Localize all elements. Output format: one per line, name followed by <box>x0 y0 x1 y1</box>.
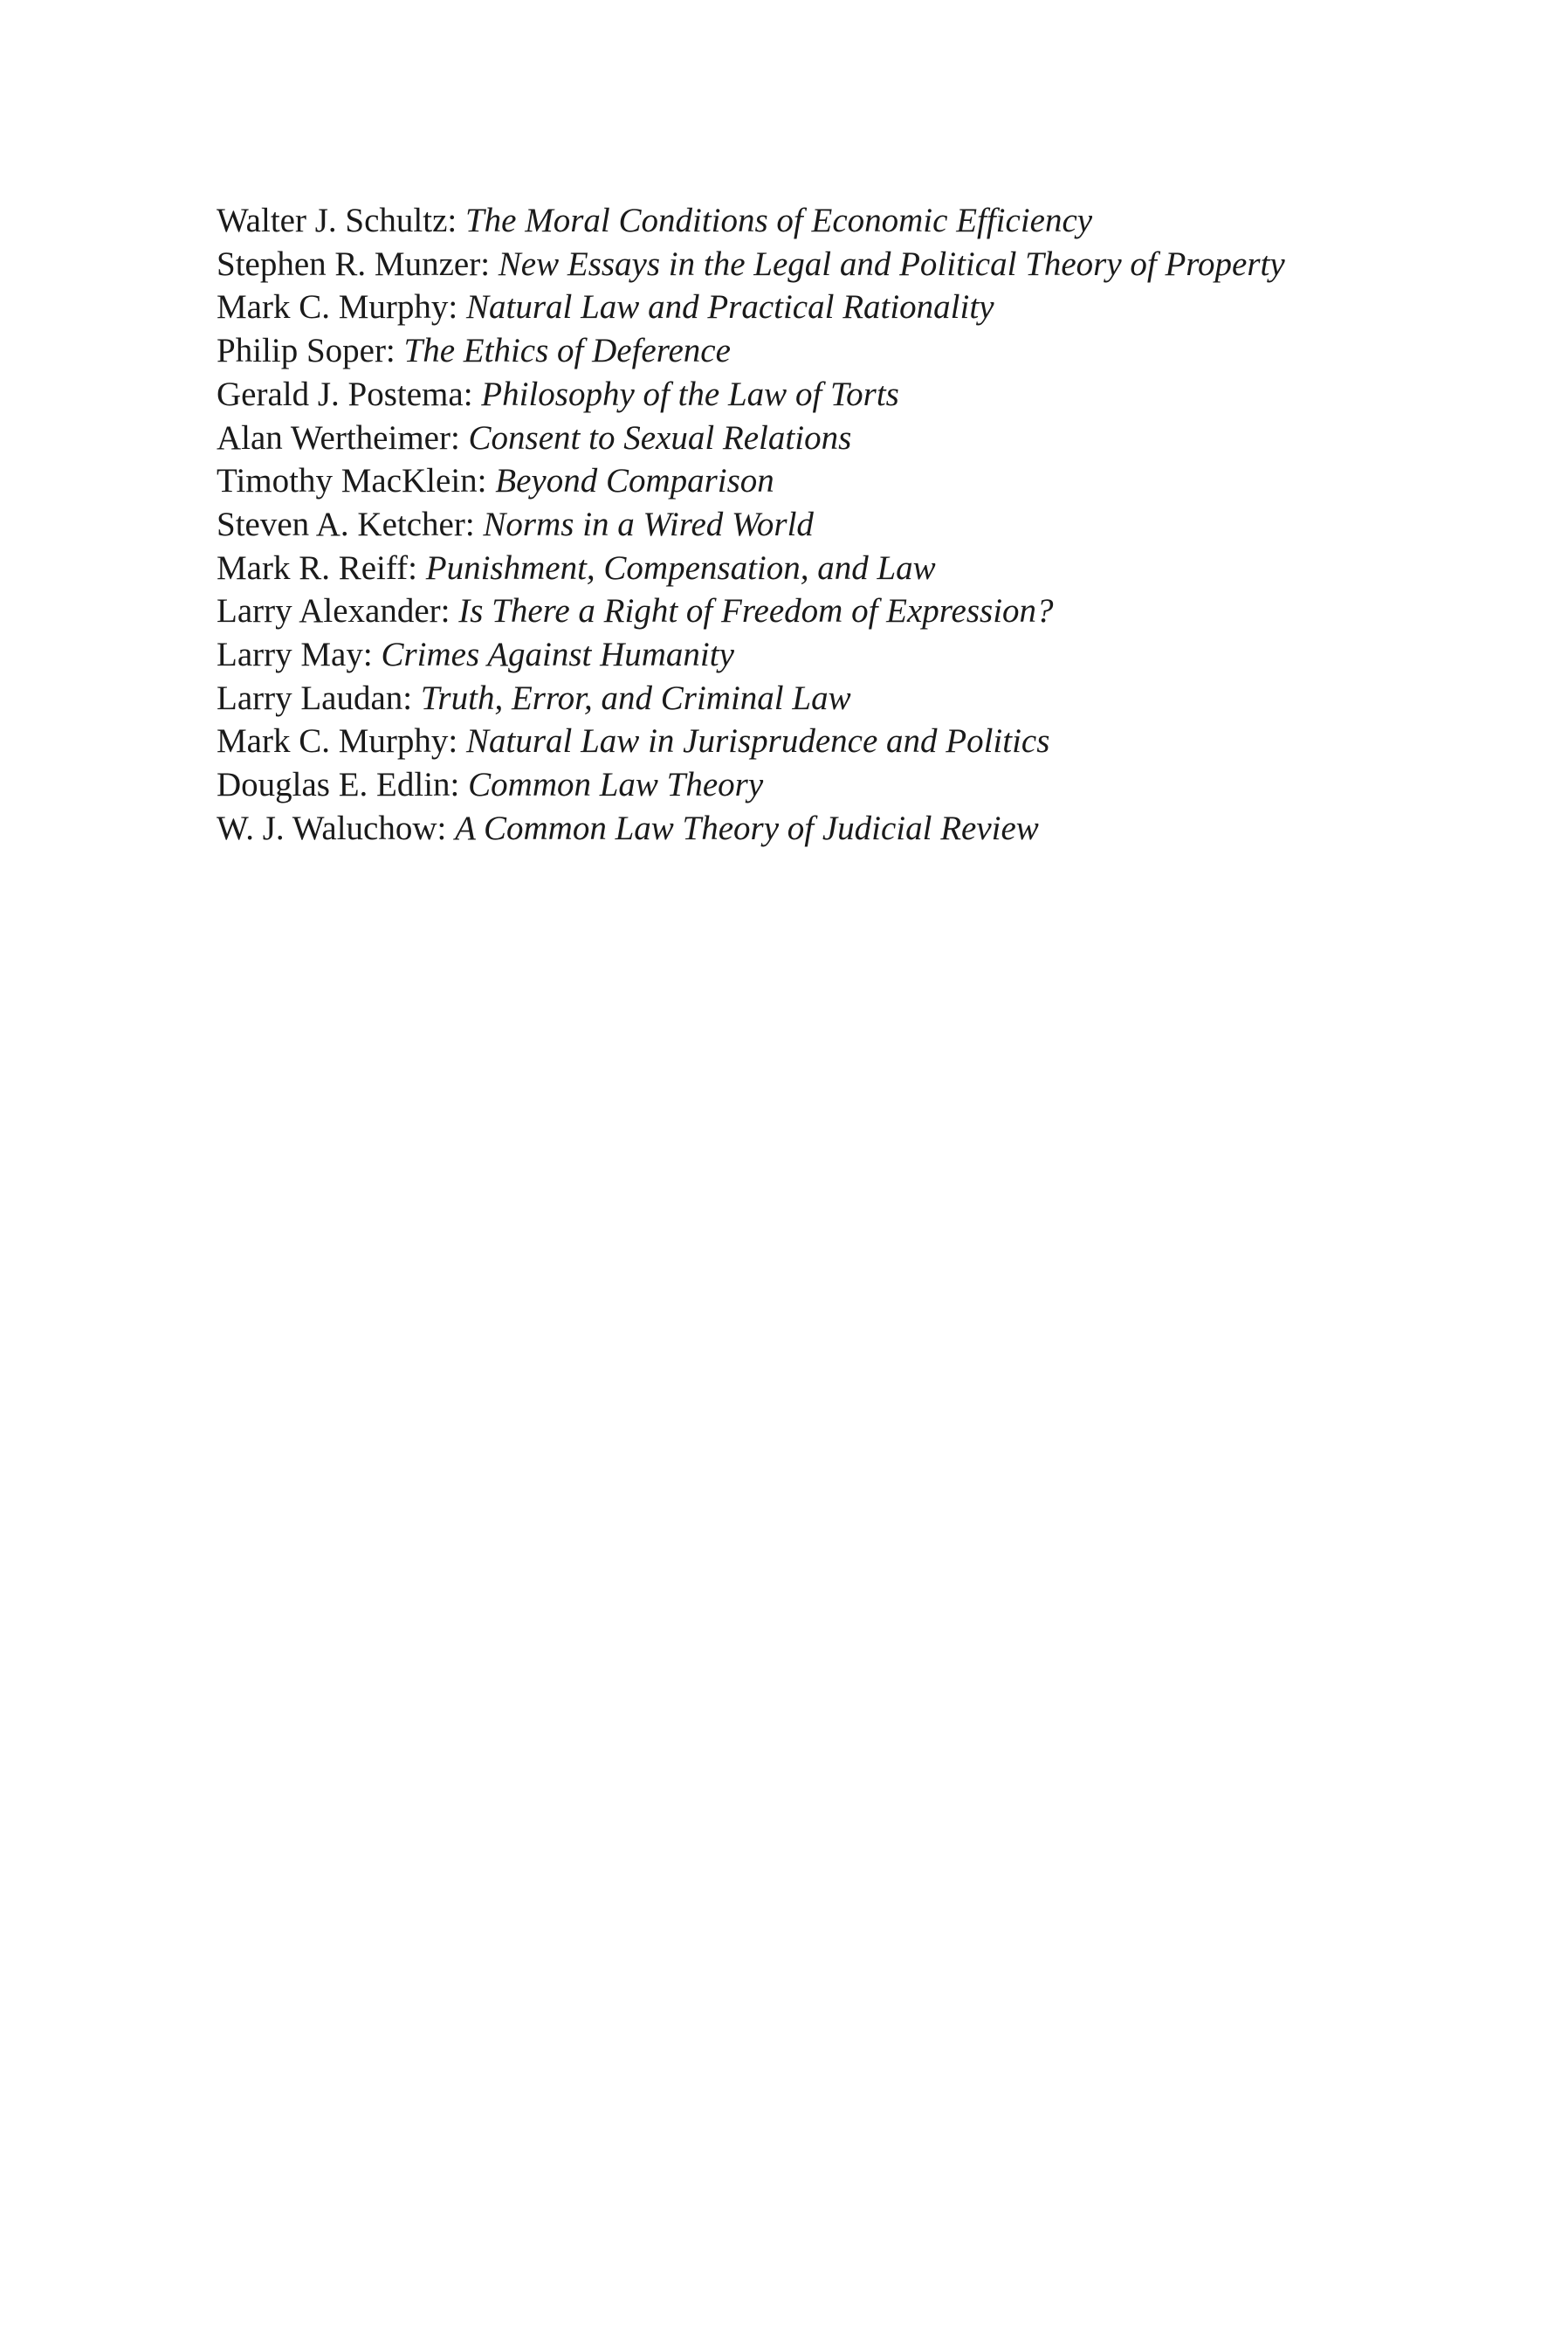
book-author: Gerald J. Postema: <box>217 375 482 413</box>
book-title: Beyond Comparison <box>495 462 774 500</box>
book-entry <box>217 677 1351 720</box>
book-title: New Essays in the Legal and Political Theory of Property <box>498 245 1285 283</box>
book-title: Natural Law in Jurisprudence and Politics <box>466 722 1050 761</box>
book-entry <box>217 199 1351 243</box>
book-author: Larry May: <box>217 636 382 674</box>
book-entry <box>217 720 1351 763</box>
book-entry <box>217 459 1351 503</box>
book-title: Philosophy of the Law of Torts <box>481 375 899 413</box>
book-title: Crimes Against Humanity <box>381 636 734 674</box>
book-title: Common Law Theory <box>468 766 764 804</box>
book-entry <box>217 763 1351 807</box>
book-title: Consent to Sexual Relations <box>468 418 852 457</box>
book-title: Norms in a Wired World <box>483 505 814 543</box>
book-title: A Common Law Theory of Judicial Review <box>455 809 1039 847</box>
book-entry <box>217 329 1351 373</box>
book-entry <box>217 807 1351 851</box>
book-title: Is There a Right of Freedom of Expression? <box>458 592 1054 631</box>
book-author: Timothy MacKlein: <box>217 462 496 500</box>
book-title: Truth, Error, and Criminal Law <box>420 679 851 717</box>
book-author: W. J. Waluchow: <box>217 809 456 847</box>
book-author: Steven A. Ketcher: <box>217 505 484 543</box>
book-entry <box>217 373 1351 417</box>
book-title: Natural Law and Practical Rationality <box>466 288 994 327</box>
book-author: Stephen R. Munzer: <box>217 245 499 283</box>
book-entry <box>217 417 1351 460</box>
series-book-list <box>217 199 1351 851</box>
book-author: Larry Alexander: <box>217 592 459 631</box>
book-author: Mark C. Murphy: <box>217 722 466 761</box>
book-title: Punishment, Compensation, and Law <box>425 548 936 587</box>
book-author: Alan Wertheimer: <box>217 418 469 457</box>
book-author: Douglas E. Edlin: <box>217 766 469 804</box>
book-author: Larry Laudan: <box>217 679 421 717</box>
book-entry <box>217 633 1351 677</box>
book-entry <box>217 243 1351 286</box>
book-title: The Moral Conditions of Economic Efficiency <box>464 202 1093 239</box>
book-author: Mark C. Murphy: <box>217 288 466 327</box>
book-author: Walter J. Schultz: <box>217 202 465 239</box>
book-entry <box>217 547 1351 590</box>
book-entry <box>217 589 1351 633</box>
book-entry <box>217 503 1351 547</box>
book-author: Philip Soper: <box>217 332 404 370</box>
book-author: Mark R. Reiff: <box>217 548 426 587</box>
book-title: The Ethics of Deference <box>403 332 731 370</box>
book-entry <box>217 286 1351 329</box>
